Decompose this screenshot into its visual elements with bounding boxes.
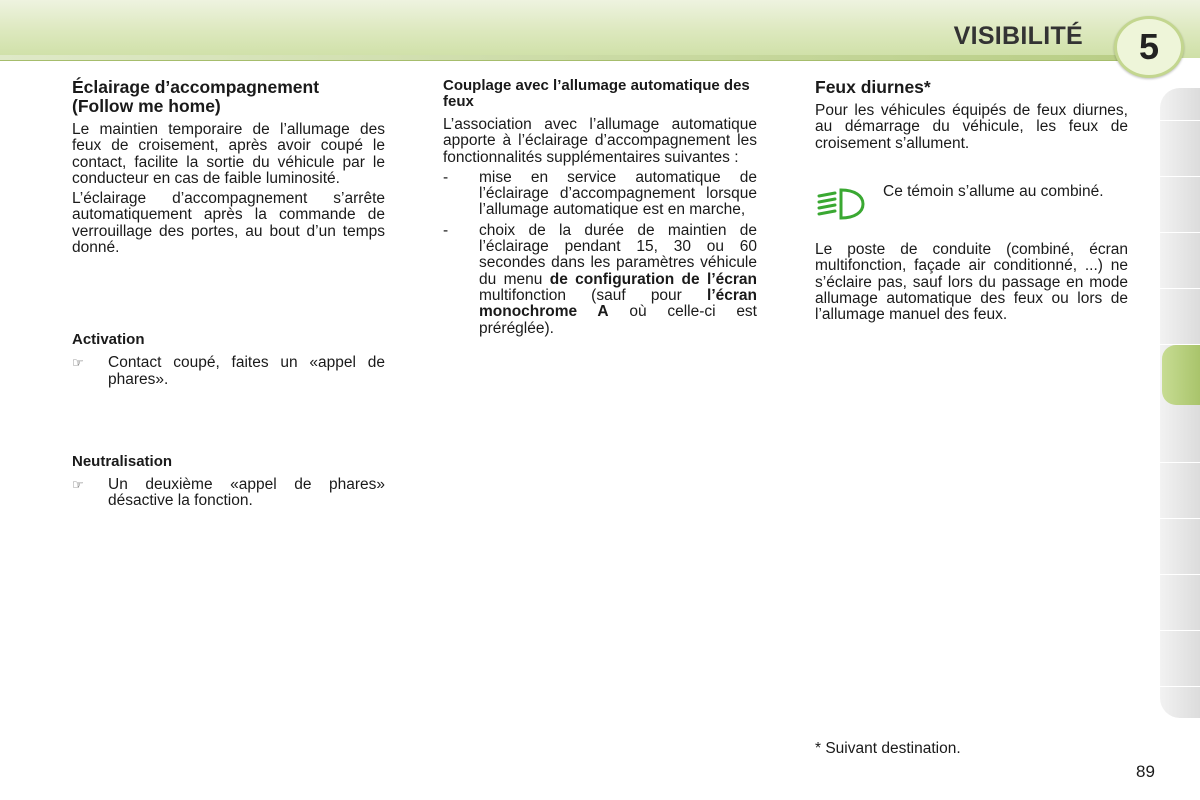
dash-marker: - — [443, 168, 449, 186]
column-follow-me-home — [72, 78, 385, 514]
daytime-lights-paragraph-2: Le poste de conduite (combiné, écran multifonction, façade air conditionné, ...) ne s’éclaire pas, sauf lors du passage en mode allumage automatique des feux ou lors de l’allumage manuel des feux. — [815, 241, 1128, 324]
follow-me-home-paragraph-1: Le maintien temporaire de l’allumage des feux de croisement, après avoir coupé le contact, facilite la sortie du véhicule par le conducteur en cas de faible luminosité. — [72, 121, 385, 187]
auto-lighting-item-2-text: choix de la durée de maintien de l’éclairage pendant 15, 30 ou 60 secondes dans les paramètres véhicule du menu de configuration de l’écran multifonction (sauf pour l’écran monochrome A où celle-ci est préréglée). — [479, 221, 757, 337]
side-tab-active-chapter[interactable] — [1162, 345, 1200, 405]
indicator-text: Ce témoin s’allume au combiné. — [883, 182, 1104, 200]
header-rule — [0, 55, 1120, 61]
auto-lighting-item-1 — [443, 170, 757, 219]
section-title: VISIBILITÉ — [953, 22, 1083, 50]
chapter-number-badge: 5 — [1114, 16, 1184, 78]
footnote: * Suivant destination. — [815, 740, 961, 757]
low-beam-indicator-icon — [815, 184, 883, 226]
neutralisation-heading: Neutralisation — [72, 452, 173, 470]
pointing-hand-icon: ☞ — [72, 355, 84, 371]
activation-text: Contact coupé, faites un «appel de phares». — [108, 354, 385, 388]
indicator-row — [815, 184, 1128, 226]
column-auto-lighting — [443, 78, 757, 341]
dash-marker: - — [443, 221, 449, 239]
follow-me-home-paragraph-2: L’éclairage d’accompagnement s’arrête automatiquement après la commande de verrouillage des portes, au bout d’un temps donné. — [72, 190, 385, 257]
neutralisation-bullet — [72, 477, 385, 510]
pointing-hand-icon: ☞ — [72, 476, 84, 492]
activation-heading: Activation — [72, 331, 145, 349]
neutralisation-text: Un deuxième «appel de phares» désactive la fonction. — [108, 475, 385, 510]
auto-lighting-item-2 — [443, 223, 757, 337]
daytime-lights-paragraph-1: Pour les véhicules équipés de feux diurnes, au démarrage du véhicule, les feux de croisement s’allument. — [815, 102, 1128, 152]
auto-lighting-item-1-text: mise en service automatique de l’éclairage d’accompagnement lorsque l’allumage automatique est en marche, — [479, 168, 757, 219]
activation-bullet — [72, 355, 385, 388]
daytime-lights-title: Feux diurnes* — [815, 77, 931, 97]
page-number: 89 — [1136, 762, 1155, 781]
auto-lighting-heading: Couplage avec l’allumage automatique des feux — [443, 77, 750, 110]
auto-lighting-intro: L’association avec l’allumage automatique apporte à l’éclairage d’accompagnement les fonctionnalités supplémentaires suivantes : — [443, 116, 757, 166]
follow-me-home-title: Éclairage d’accompagnement (Follow me home) — [72, 77, 320, 116]
column-daytime-lights — [815, 78, 1128, 328]
